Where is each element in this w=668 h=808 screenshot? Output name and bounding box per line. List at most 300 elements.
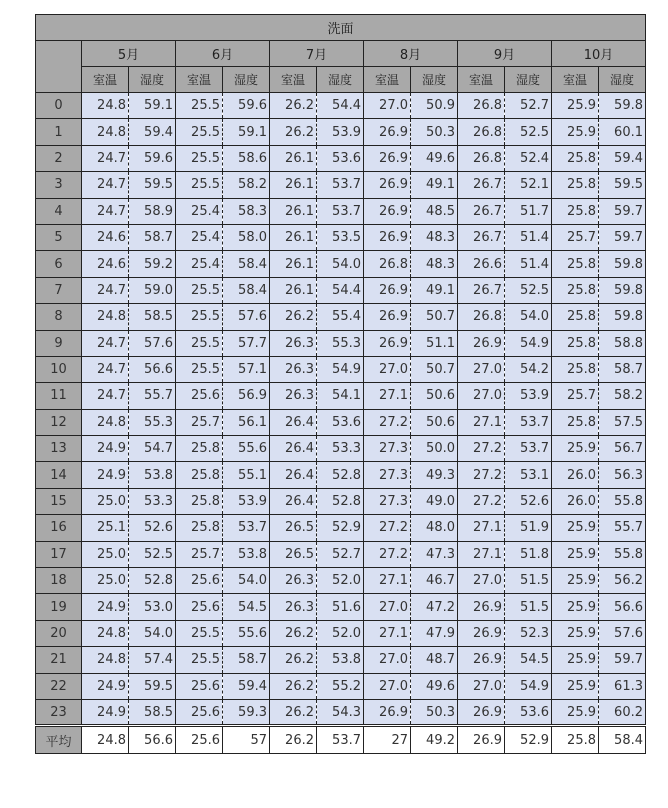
month-header: 9月 <box>458 41 552 67</box>
temperature-cell: 25.9 <box>552 594 599 620</box>
temperature-cell: 25.9 <box>552 515 599 541</box>
table-row <box>36 436 646 462</box>
temperature-cell: 27.2 <box>458 488 505 514</box>
hour-label: 7 <box>36 277 82 303</box>
temperature-cell: 25.7 <box>176 409 223 435</box>
humidity-cell: 54.4 <box>317 277 364 303</box>
temperature-cell: 24.6 <box>82 224 129 250</box>
humidity-cell: 54.9 <box>317 356 364 382</box>
temperature-cell: 27.3 <box>364 462 411 488</box>
humidity-cell: 52.5 <box>129 541 176 567</box>
humidity-cell: 52.7 <box>317 541 364 567</box>
humidity-cell: 53.6 <box>505 699 552 725</box>
humidity-cell: 50.9 <box>411 93 458 119</box>
hour-label: 18 <box>36 568 82 594</box>
table-row <box>36 568 646 594</box>
hour-label: 4 <box>36 198 82 224</box>
temperature-cell: 26.9 <box>364 119 411 145</box>
humidity-cell: 50.7 <box>411 304 458 330</box>
humidity-cell: 49.1 <box>411 277 458 303</box>
temperature-cell: 24.8 <box>82 93 129 119</box>
temperature-cell: 26.3 <box>270 330 317 356</box>
table-row <box>36 224 646 250</box>
humidity-cell: 54.7 <box>129 436 176 462</box>
temperature-cell: 26.7 <box>458 224 505 250</box>
temperature-cell: 26.9 <box>458 699 505 725</box>
temperature-cell: 26.1 <box>270 145 317 171</box>
humidity-cell: 59.5 <box>129 172 176 198</box>
temperature-cell: 26.1 <box>270 277 317 303</box>
temperature-header: 室温 <box>458 67 505 93</box>
temperature-cell: 26.9 <box>364 277 411 303</box>
temperature-cell: 27.0 <box>458 673 505 699</box>
temperature-cell: 24.9 <box>82 594 129 620</box>
temperature-cell: 24.9 <box>82 673 129 699</box>
hour-label: 9 <box>36 330 82 356</box>
humidity-cell: 59.4 <box>223 673 270 699</box>
temperature-cell: 25.8 <box>552 330 599 356</box>
hour-label: 23 <box>36 699 82 725</box>
temperature-cell: 26.9 <box>364 145 411 171</box>
average-humidity-cell: 56.6 <box>129 726 176 754</box>
hour-label: 19 <box>36 594 82 620</box>
temperature-cell: 25.9 <box>552 647 599 673</box>
humidity-cell: 56.6 <box>129 356 176 382</box>
humidity-cell: 59.6 <box>129 145 176 171</box>
humidity-cell: 59.1 <box>129 93 176 119</box>
temperature-cell: 25.5 <box>176 172 223 198</box>
hour-label: 15 <box>36 488 82 514</box>
humidity-cell: 52.3 <box>505 620 552 646</box>
humidity-cell: 52.6 <box>505 488 552 514</box>
average-humidity-cell: 52.9 <box>505 726 552 754</box>
hour-label: 22 <box>36 673 82 699</box>
sheet-title: 洗面 <box>36 15 646 41</box>
humidity-cell: 53.9 <box>505 383 552 409</box>
humidity-cell: 56.3 <box>599 462 646 488</box>
temperature-cell: 26.3 <box>270 568 317 594</box>
temperature-cell: 26.4 <box>270 409 317 435</box>
temperature-cell: 24.8 <box>82 620 129 646</box>
humidity-cell: 52.1 <box>505 172 552 198</box>
table-row <box>36 488 646 514</box>
humidity-cell: 59.4 <box>599 145 646 171</box>
humidity-cell: 54.1 <box>317 383 364 409</box>
humidity-cell: 51.8 <box>505 541 552 567</box>
temperature-cell: 24.7 <box>82 145 129 171</box>
humidity-cell: 57.6 <box>129 330 176 356</box>
temperature-cell: 25.8 <box>176 488 223 514</box>
humidity-cell: 56.2 <box>599 568 646 594</box>
corner-cell <box>36 41 82 93</box>
hour-label: 14 <box>36 462 82 488</box>
temperature-cell: 26.9 <box>458 330 505 356</box>
average-temperature-cell: 27 <box>364 726 411 754</box>
humidity-cell: 53.0 <box>129 594 176 620</box>
humidity-cell: 59.0 <box>129 277 176 303</box>
table-row <box>36 356 646 382</box>
humidity-cell: 59.7 <box>599 198 646 224</box>
temperature-cell: 27.0 <box>364 647 411 673</box>
humidity-cell: 50.6 <box>411 409 458 435</box>
table-row <box>36 620 646 646</box>
temperature-cell: 25.8 <box>176 515 223 541</box>
temperature-header: 室温 <box>270 67 317 93</box>
table-row <box>36 277 646 303</box>
temperature-cell: 25.6 <box>176 594 223 620</box>
humidity-cell: 58.7 <box>129 224 176 250</box>
humidity-cell: 49.0 <box>411 488 458 514</box>
temperature-cell: 26.9 <box>364 304 411 330</box>
humidity-cell: 61.3 <box>599 673 646 699</box>
temperature-cell: 27.0 <box>364 93 411 119</box>
humidity-cell: 56.9 <box>223 383 270 409</box>
temperature-cell: 26.2 <box>270 620 317 646</box>
humidity-cell: 58.3 <box>223 198 270 224</box>
humidity-cell: 53.8 <box>317 647 364 673</box>
temperature-cell: 25.8 <box>552 251 599 277</box>
table-row <box>36 93 646 119</box>
temperature-cell: 25.9 <box>552 568 599 594</box>
temperature-cell: 27.0 <box>364 594 411 620</box>
humidity-cell: 57.5 <box>599 409 646 435</box>
humidity-header: 湿度 <box>505 67 552 93</box>
humidity-cell: 48.3 <box>411 224 458 250</box>
temperature-cell: 25.9 <box>552 93 599 119</box>
humidity-cell: 50.6 <box>411 383 458 409</box>
temperature-cell: 26.2 <box>270 673 317 699</box>
table-row <box>36 541 646 567</box>
humidity-cell: 54.0 <box>317 251 364 277</box>
humidity-cell: 60.1 <box>599 119 646 145</box>
hour-label: 21 <box>36 647 82 673</box>
month-header: 8月 <box>364 41 458 67</box>
humidity-cell: 52.8 <box>317 488 364 514</box>
humidity-cell: 59.3 <box>223 699 270 725</box>
temperature-cell: 27.0 <box>364 356 411 382</box>
humidity-cell: 53.8 <box>129 462 176 488</box>
temperature-cell: 25.4 <box>176 198 223 224</box>
hour-label: 1 <box>36 119 82 145</box>
temperature-cell: 25.0 <box>82 488 129 514</box>
hour-label: 0 <box>36 93 82 119</box>
humidity-cell: 55.4 <box>317 304 364 330</box>
average-temperature-cell: 26.9 <box>458 726 505 754</box>
humidity-cell: 55.6 <box>223 436 270 462</box>
temperature-cell: 26.2 <box>270 119 317 145</box>
humidity-cell: 55.7 <box>599 515 646 541</box>
temperature-cell: 27.2 <box>458 436 505 462</box>
temperature-cell: 24.9 <box>82 436 129 462</box>
temperature-cell: 25.8 <box>552 304 599 330</box>
temperature-cell: 26.9 <box>364 224 411 250</box>
hour-label: 20 <box>36 620 82 646</box>
temperature-cell: 27.0 <box>458 356 505 382</box>
humidity-cell: 54.3 <box>317 699 364 725</box>
temperature-cell: 26.2 <box>270 93 317 119</box>
temperature-header: 室温 <box>552 67 599 93</box>
table-row <box>36 198 646 224</box>
humidity-header: 湿度 <box>129 67 176 93</box>
temperature-cell: 27.2 <box>364 515 411 541</box>
humidity-header: 湿度 <box>599 67 646 93</box>
temperature-cell: 25.1 <box>82 515 129 541</box>
humidity-cell: 55.7 <box>129 383 176 409</box>
temperature-cell: 26.5 <box>270 515 317 541</box>
month-header: 7月 <box>270 41 364 67</box>
humidity-cell: 54.5 <box>223 594 270 620</box>
temperature-cell: 27.3 <box>364 436 411 462</box>
average-row-label: 平均 <box>36 726 82 754</box>
temperature-cell: 25.5 <box>176 356 223 382</box>
temperature-cell: 27.0 <box>458 568 505 594</box>
humidity-cell: 55.3 <box>129 409 176 435</box>
humidity-cell: 53.1 <box>505 462 552 488</box>
temperature-cell: 25.8 <box>552 145 599 171</box>
temperature-cell: 24.7 <box>82 198 129 224</box>
humidity-cell: 58.2 <box>599 383 646 409</box>
data-table <box>35 14 646 754</box>
temperature-cell: 27.1 <box>458 515 505 541</box>
temperature-cell: 25.5 <box>176 145 223 171</box>
temperature-cell: 27.0 <box>458 383 505 409</box>
humidity-cell: 51.4 <box>505 224 552 250</box>
table-row <box>36 673 646 699</box>
temperature-cell: 26.0 <box>552 488 599 514</box>
temperature-cell: 26.9 <box>458 620 505 646</box>
temperature-cell: 24.6 <box>82 251 129 277</box>
humidity-cell: 52.9 <box>317 515 364 541</box>
humidity-cell: 49.3 <box>411 462 458 488</box>
temperature-cell: 27.0 <box>364 673 411 699</box>
temperature-cell: 25.7 <box>552 224 599 250</box>
temperature-cell: 25.5 <box>176 330 223 356</box>
temperature-cell: 26.5 <box>270 541 317 567</box>
humidity-cell: 53.6 <box>317 409 364 435</box>
humidity-cell: 54.0 <box>505 304 552 330</box>
temperature-cell: 25.8 <box>176 462 223 488</box>
temperature-cell: 25.9 <box>552 119 599 145</box>
temperature-cell: 26.9 <box>458 594 505 620</box>
humidity-cell: 50.0 <box>411 436 458 462</box>
humidity-cell: 57.4 <box>129 647 176 673</box>
temperature-cell: 25.5 <box>176 119 223 145</box>
temperature-cell: 24.8 <box>82 647 129 673</box>
humidity-cell: 53.7 <box>317 172 364 198</box>
temperature-cell: 25.4 <box>176 224 223 250</box>
hour-label: 10 <box>36 356 82 382</box>
temperature-cell: 27.2 <box>364 409 411 435</box>
temperature-cell: 26.8 <box>364 251 411 277</box>
humidity-header: 湿度 <box>223 67 270 93</box>
humidity-cell: 58.7 <box>223 647 270 673</box>
humidity-cell: 53.3 <box>129 488 176 514</box>
temperature-cell: 26.9 <box>364 172 411 198</box>
humidity-cell: 53.5 <box>317 224 364 250</box>
humidity-cell: 53.8 <box>223 541 270 567</box>
temperature-cell: 24.8 <box>82 409 129 435</box>
humidity-cell: 49.1 <box>411 172 458 198</box>
temperature-cell: 24.9 <box>82 462 129 488</box>
temperature-cell: 26.4 <box>270 488 317 514</box>
temperature-cell: 24.7 <box>82 330 129 356</box>
humidity-cell: 57.6 <box>599 620 646 646</box>
humidity-cell: 52.8 <box>317 462 364 488</box>
hour-label: 12 <box>36 409 82 435</box>
hour-label: 13 <box>36 436 82 462</box>
temperature-cell: 24.8 <box>82 119 129 145</box>
humidity-cell: 56.6 <box>599 594 646 620</box>
humidity-cell: 57.1 <box>223 356 270 382</box>
humidity-cell: 55.6 <box>223 620 270 646</box>
humidity-cell: 59.8 <box>599 251 646 277</box>
temperature-header: 室温 <box>82 67 129 93</box>
temperature-cell: 26.3 <box>270 356 317 382</box>
temperature-cell: 26.8 <box>458 93 505 119</box>
humidity-cell: 53.6 <box>317 145 364 171</box>
temperature-cell: 24.9 <box>82 699 129 725</box>
table-row <box>36 383 646 409</box>
humidity-cell: 51.5 <box>505 568 552 594</box>
humidity-cell: 59.8 <box>599 93 646 119</box>
temperature-cell: 25.8 <box>552 198 599 224</box>
humidity-cell: 53.9 <box>223 488 270 514</box>
average-temperature-cell: 24.8 <box>82 726 129 754</box>
temperature-cell: 26.8 <box>458 145 505 171</box>
humidity-cell: 60.2 <box>599 699 646 725</box>
table-row <box>36 515 646 541</box>
humidity-cell: 55.8 <box>599 541 646 567</box>
humidity-cell: 52.8 <box>129 568 176 594</box>
month-header: 10月 <box>552 41 646 67</box>
temperature-cell: 26.0 <box>552 462 599 488</box>
temperature-cell: 26.9 <box>364 330 411 356</box>
average-humidity-cell: 58.4 <box>599 726 646 754</box>
month-header: 6月 <box>176 41 270 67</box>
temperature-cell: 26.4 <box>270 462 317 488</box>
humidity-cell: 52.6 <box>129 515 176 541</box>
temperature-cell: 26.4 <box>270 436 317 462</box>
average-temperature-cell: 25.6 <box>176 726 223 754</box>
humidity-cell: 55.1 <box>223 462 270 488</box>
humidity-cell: 58.5 <box>129 699 176 725</box>
temperature-cell: 26.2 <box>270 647 317 673</box>
humidity-cell: 58.6 <box>223 145 270 171</box>
humidity-cell: 55.3 <box>317 330 364 356</box>
temperature-cell: 25.6 <box>176 699 223 725</box>
average-temperature-cell: 26.2 <box>270 726 317 754</box>
temperature-header: 室温 <box>176 67 223 93</box>
temperature-header: 室温 <box>364 67 411 93</box>
table-row <box>36 462 646 488</box>
humidity-cell: 49.6 <box>411 145 458 171</box>
humidity-cell: 52.7 <box>505 93 552 119</box>
table-row <box>36 119 646 145</box>
temperature-cell: 24.7 <box>82 172 129 198</box>
humidity-cell: 48.7 <box>411 647 458 673</box>
humidity-cell: 57.6 <box>223 304 270 330</box>
temperature-cell: 25.9 <box>552 620 599 646</box>
temperature-cell: 26.8 <box>458 304 505 330</box>
humidity-cell: 58.7 <box>599 356 646 382</box>
temperature-cell: 25.6 <box>176 383 223 409</box>
temperature-cell: 27.1 <box>458 409 505 435</box>
temperature-cell: 26.3 <box>270 383 317 409</box>
temperature-cell: 26.6 <box>458 251 505 277</box>
humidity-cell: 59.6 <box>223 93 270 119</box>
temperature-cell: 25.5 <box>176 93 223 119</box>
humidity-cell: 50.3 <box>411 119 458 145</box>
average-humidity-cell: 57 <box>223 726 270 754</box>
temperature-cell: 25.6 <box>176 568 223 594</box>
humidity-cell: 49.6 <box>411 673 458 699</box>
temperature-cell: 27.3 <box>364 488 411 514</box>
temperature-cell: 27.1 <box>364 568 411 594</box>
humidity-cell: 47.2 <box>411 594 458 620</box>
humidity-cell: 56.1 <box>223 409 270 435</box>
temperature-cell: 26.7 <box>458 277 505 303</box>
temperature-cell: 25.5 <box>176 647 223 673</box>
temperature-cell: 26.7 <box>458 198 505 224</box>
temperature-cell: 25.9 <box>552 541 599 567</box>
temperature-cell: 26.1 <box>270 172 317 198</box>
humidity-cell: 54.9 <box>505 673 552 699</box>
temperature-cell: 25.7 <box>552 383 599 409</box>
humidity-cell: 51.6 <box>317 594 364 620</box>
temperature-cell: 24.7 <box>82 356 129 382</box>
temperature-cell: 27.1 <box>364 383 411 409</box>
temperature-cell: 26.9 <box>364 198 411 224</box>
table-row <box>36 172 646 198</box>
temperature-cell: 26.8 <box>458 119 505 145</box>
humidity-header: 湿度 <box>317 67 364 93</box>
humidity-cell: 48.0 <box>411 515 458 541</box>
temperature-cell: 26.9 <box>458 647 505 673</box>
temperature-cell: 26.3 <box>270 594 317 620</box>
average-temperature-cell: 25.8 <box>552 726 599 754</box>
humidity-cell: 51.7 <box>505 198 552 224</box>
humidity-cell: 53.7 <box>505 436 552 462</box>
humidity-cell: 56.7 <box>599 436 646 462</box>
humidity-cell: 52.5 <box>505 119 552 145</box>
humidity-cell: 48.5 <box>411 198 458 224</box>
humidity-cell: 54.2 <box>505 356 552 382</box>
table-row <box>36 409 646 435</box>
temperature-cell: 25.0 <box>82 541 129 567</box>
temperature-cell: 26.7 <box>458 172 505 198</box>
month-header: 5月 <box>82 41 176 67</box>
humidity-cell: 58.8 <box>599 330 646 356</box>
temperature-cell: 25.9 <box>552 436 599 462</box>
humidity-cell: 54.5 <box>505 647 552 673</box>
temperature-cell: 24.7 <box>82 383 129 409</box>
average-humidity-cell: 49.2 <box>411 726 458 754</box>
humidity-cell: 52.0 <box>317 568 364 594</box>
humidity-cell: 53.7 <box>223 515 270 541</box>
humidity-cell: 53.3 <box>317 436 364 462</box>
temperature-cell: 25.8 <box>552 277 599 303</box>
temperature-cell: 24.7 <box>82 277 129 303</box>
humidity-cell: 52.5 <box>505 277 552 303</box>
humidity-cell: 50.7 <box>411 356 458 382</box>
temperature-cell: 27.1 <box>364 620 411 646</box>
humidity-cell: 53.7 <box>317 198 364 224</box>
hour-label: 8 <box>36 304 82 330</box>
table-row <box>36 699 646 725</box>
humidity-cell: 59.7 <box>599 224 646 250</box>
humidity-cell: 58.0 <box>223 224 270 250</box>
humidity-cell: 51.1 <box>411 330 458 356</box>
